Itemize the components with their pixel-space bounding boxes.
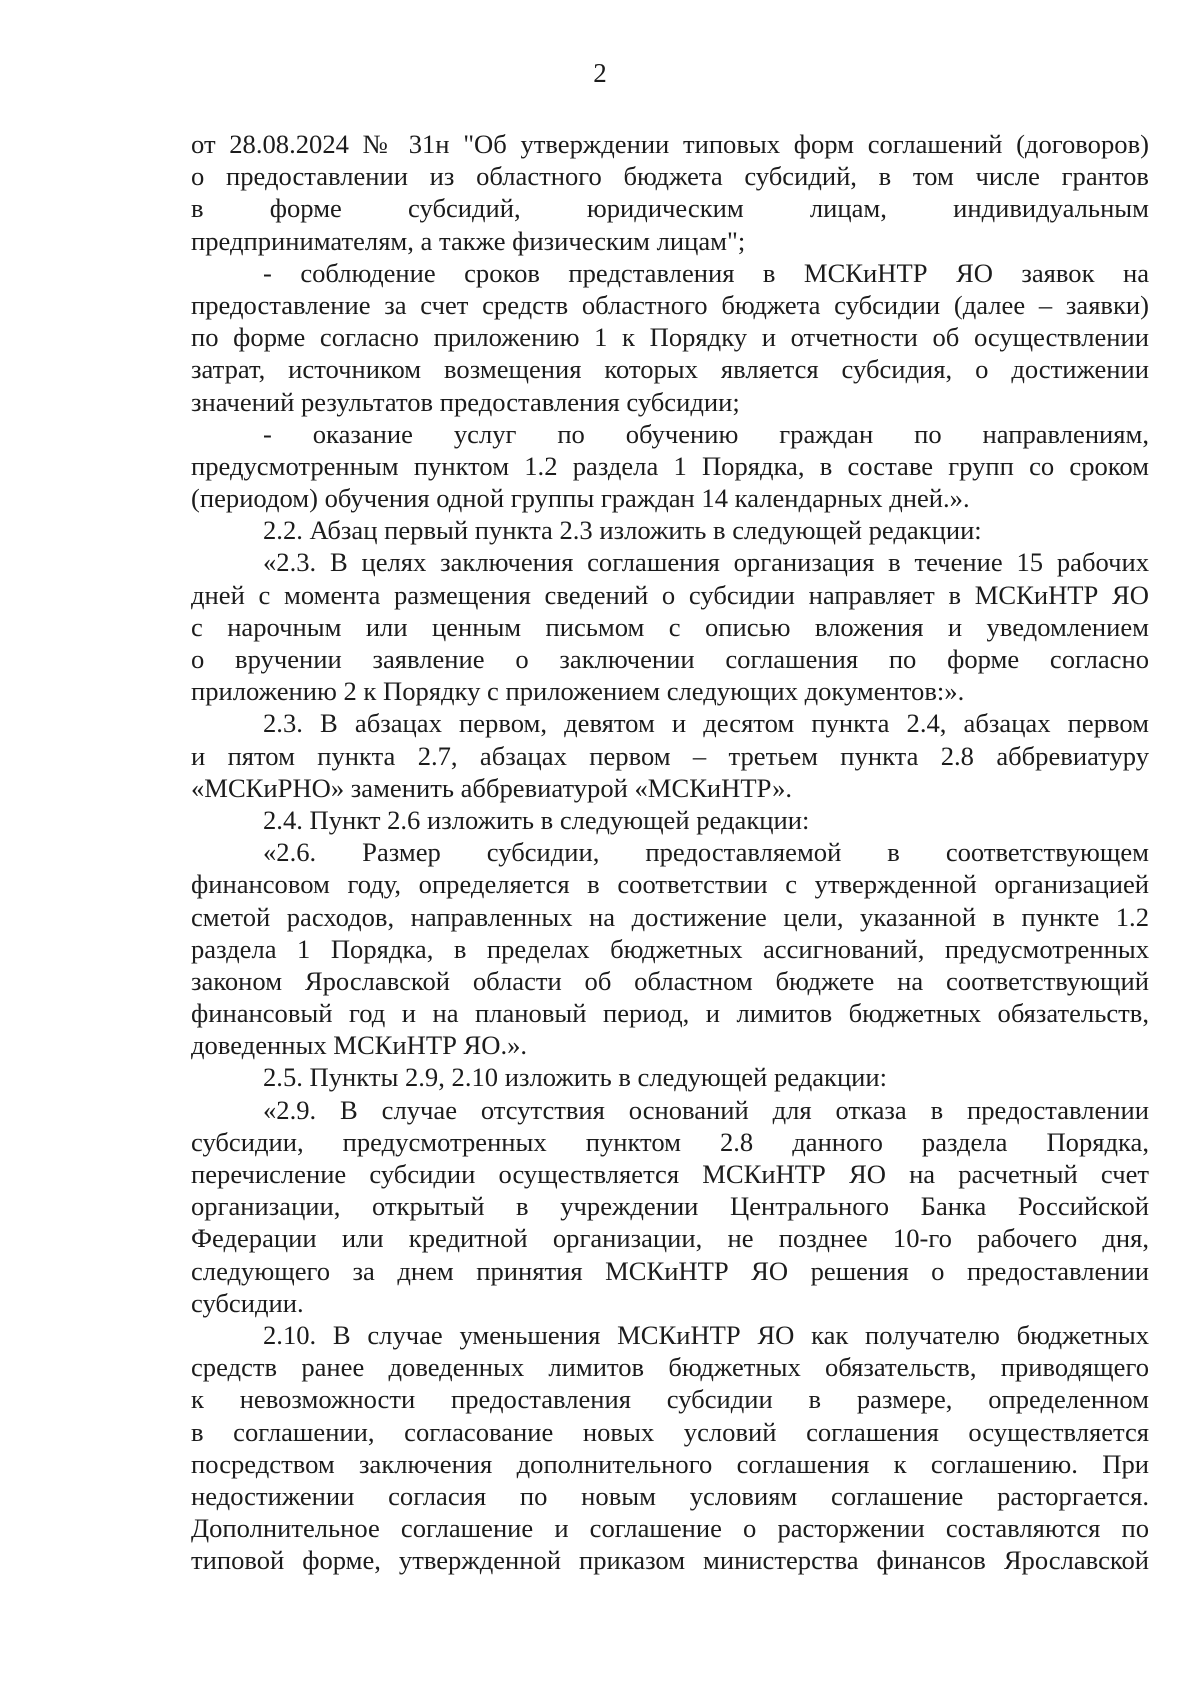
text-line: от 28.08.2024 № 31н "Об утверждении типовых форм соглашений (договоров) (191, 129, 1149, 159)
text-line: 2.2. Абзац первый пункта 2.3 изложить в следующей редакции: (263, 515, 982, 546)
page-number: 2 (593, 58, 607, 88)
text-line: средств ранее доведенных лимитов бюджетных обязательств, приводящего (191, 1352, 1149, 1383)
text-line: 2.4. Пункт 2.6 изложить в следующей редакции: (263, 804, 810, 835)
text-line: предоставление за счет средств областного бюджета субсидии (далее – заявки) (191, 289, 1149, 320)
text-line: недостижении согласия по новым условиям соглашение расторгается. (191, 1480, 1149, 1511)
document-body (191, 128, 1149, 1576)
text-line: законом Ярославской области об областном бюджете на соответствующий (191, 965, 1149, 996)
text-line: перечисление субсидии осуществляется МСКиНТР ЯО на расчетный счет (191, 1159, 1149, 1189)
text-line: 2.10. В случае уменьшения МСКиНТР ЯО как получателю бюджетных (263, 1319, 1149, 1350)
text-line: дней с момента размещения сведений о субсидии направляет в МСКиНТР ЯО (191, 579, 1149, 610)
text-line: приложению 2 к Порядку с приложением следующих документов:». (191, 676, 965, 707)
text-line: предпринимателям, а также физическим лицам"; (191, 225, 746, 256)
text-line: «2.9. В случае отсутствия оснований для отказа в предоставлении (263, 1094, 1149, 1125)
text-line: 2.5. Пункты 2.9, 2.10 изложить в следующей редакции: (263, 1062, 888, 1093)
text-line: Дополнительное соглашение и соглашение о расторжении составляются по (191, 1513, 1149, 1544)
text-line: «2.3. В целях заключения соглашения организация в течение 15 рабочих (263, 547, 1149, 578)
text-line: субсидии, предусмотренных пунктом 2.8 данного раздела Порядка, (191, 1126, 1149, 1157)
text-line: финансовый год и на плановый период, и лимитов бюджетных обязательств, (191, 998, 1149, 1029)
text-line: финансовом году, определяется в соответствии с утвержденной организацией (191, 869, 1149, 900)
text-line: субсидии. (191, 1287, 304, 1318)
text-line: затрат, источником возмещения которых является субсидия, о достижении (191, 354, 1149, 385)
text-line: организации, открытый в учреждении Центрального Банка Российской (191, 1191, 1149, 1222)
text-line: «2.6. Размер субсидии, предоставляемой в соответствующем (263, 837, 1149, 868)
text-line: сметой расходов, направленных на достижение цели, указанной в пункте 1.2 (191, 901, 1149, 932)
text-line: к невозможности предоставления субсидии в размере, определенном (191, 1384, 1149, 1415)
text-line: - оказание услуг по обучению граждан по направлениям, (263, 418, 1149, 449)
text-line: посредством заключения дополнительного соглашения к соглашению. При (191, 1448, 1149, 1479)
text-line: (периодом) обучения одной группы граждан 14 календарных дней.». (191, 483, 970, 514)
text-line: в соглашении, согласование новых условий соглашения осуществляется (191, 1416, 1149, 1447)
text-line: в форме субсидий, юридическим лицам, индивидуальным (191, 193, 1149, 224)
text-line: с нарочным или ценным письмом с описью вложения и уведомлением (191, 611, 1149, 642)
text-line: доведенных МСКиНТР ЯО.». (191, 1030, 528, 1061)
text-line: значений результатов предоставления субсидии; (191, 386, 740, 417)
text-line: и пятом пункта 2.7, абзацах первом – третьем пункта 2.8 аббревиатуру (191, 740, 1149, 771)
text-line: раздела 1 Порядка, в пределах бюджетных ассигнований, предусмотренных (191, 933, 1149, 964)
text-line: «МСКиРНО» заменить аббревиатурой «МСКиНТР». (191, 772, 793, 803)
text-line: типовой форме, утвержденной приказом министерства финансов Ярославской (191, 1545, 1149, 1576)
text-line: предусмотренным пунктом 1.2 раздела 1 Порядка, в составе групп со сроком (191, 450, 1149, 481)
text-line: по форме согласно приложению 1 к Порядку и отчетности об осуществлении (191, 322, 1149, 353)
text-line: о предоставлении из областного бюджета субсидий, в том числе грантов (191, 161, 1149, 192)
text-line: - соблюдение сроков представления в МСКиНТР ЯО заявок на (263, 257, 1149, 288)
text-line: Федерации или кредитной организации, не позднее 10-го рабочего дня, (191, 1223, 1149, 1254)
text-line: 2.3. В абзацах первом, девятом и десятом пункта 2.4, абзацах первом (263, 708, 1149, 739)
text-line: о вручении заявление о заключении соглашения по форме согласно (191, 644, 1149, 674)
text-line: следующего за днем принятия МСКиНТР ЯО решения о предоставлении (191, 1255, 1149, 1286)
